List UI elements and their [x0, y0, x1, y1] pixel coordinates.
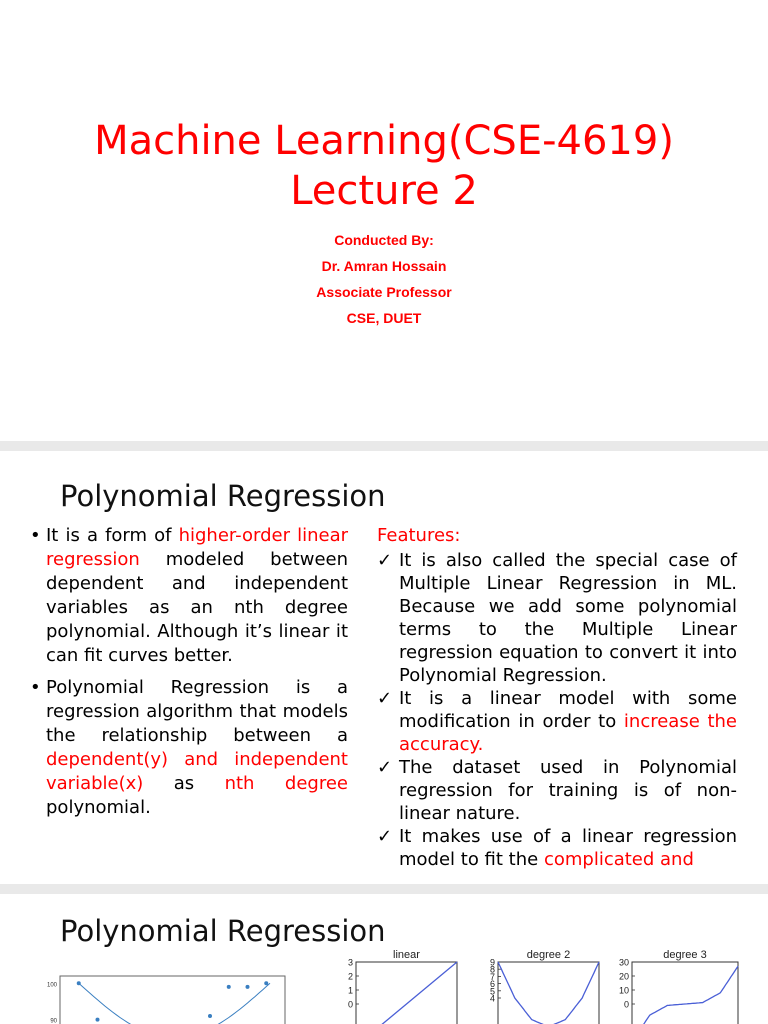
- y-tick-label: 1: [347, 985, 353, 996]
- feature-item: [377, 549, 737, 687]
- highlight-text: higher-order linear regression: [46, 525, 349, 570]
- features-heading: Features:: [377, 525, 461, 546]
- bullet-dot-icon: •: [30, 677, 41, 698]
- y-tick-label: 9: [489, 957, 495, 968]
- bullet-item: [30, 676, 348, 820]
- feature-text: It is also called the special case of Multiple Linear Regression in ML. Because we add some polynomial terms to the Multiple Linear regression equation to convert it into Polynomial Regression.: [399, 550, 737, 686]
- data-point: [227, 985, 231, 989]
- checkmark-icon: ✓: [377, 757, 393, 778]
- linear-fit-chart: [336, 950, 461, 1024]
- y-tick-label: 4: [489, 993, 495, 1004]
- y-tick-label: 100: [46, 982, 57, 989]
- y-tick-label: 0: [623, 999, 629, 1010]
- data-point: [264, 981, 268, 985]
- title-slide: [0, 0, 768, 441]
- charts-slide: [0, 894, 768, 1024]
- data-point: [77, 981, 81, 985]
- checkmark-icon: ✓: [377, 550, 393, 571]
- lecture-title-line1: Machine Learning(CSE-4619): [94, 118, 674, 164]
- y-tick-label: 2: [347, 971, 353, 982]
- y-tick-label: 6: [489, 979, 495, 990]
- feature-text: It is a linear model with some modification in order to: [399, 688, 737, 732]
- feature-item: [377, 756, 737, 825]
- feature-text: It makes use of a linear regression model to fit the: [399, 826, 737, 870]
- y-tick-label: 10: [618, 985, 629, 996]
- highlight-text: nth degree: [224, 773, 348, 794]
- bullet-text: as: [143, 773, 225, 794]
- instructor-position: Associate Professor: [316, 284, 452, 300]
- plot-frame: [356, 962, 457, 1024]
- degree3-fit-chart: [612, 950, 742, 1024]
- chart-title: degree 2: [526, 950, 571, 961]
- bullet-text: Polynomial Regression is a regression algorithm that models the relationship between a: [46, 677, 348, 746]
- y-tick-label: 7: [489, 971, 495, 982]
- y-tick-label: 20: [618, 971, 629, 982]
- degree2-fit-chart: [478, 950, 603, 1024]
- features-column: [377, 524, 737, 871]
- chart-title: degree 3: [663, 950, 707, 961]
- conducted-by-label: Conducted By:: [334, 232, 434, 248]
- slide-title: Polynomial Regression: [60, 479, 386, 513]
- feature-item: [377, 687, 737, 756]
- data-point: [208, 1014, 212, 1018]
- bullet-item: [30, 524, 348, 668]
- y-tick-label: 90: [50, 1018, 57, 1024]
- bullet-dot-icon: •: [30, 525, 41, 546]
- y-tick-label: 30: [618, 957, 629, 968]
- instructor-department: CSE, DUET: [346, 310, 422, 326]
- highlight-text: complicated and: [543, 849, 694, 870]
- content-slide: [0, 451, 768, 884]
- checkmark-icon: ✓: [377, 688, 393, 709]
- highlight-text: increase the accuracy.: [399, 711, 737, 755]
- y-tick-label: 3: [347, 957, 353, 968]
- y-tick-label: 5: [489, 986, 495, 997]
- data-point: [96, 1018, 100, 1022]
- feature-item: [377, 825, 737, 871]
- instructor-name: Dr. Amran Hossain: [321, 258, 447, 274]
- plot-frame: [632, 962, 738, 1024]
- chart-title: linear: [393, 950, 420, 961]
- y-tick-label: 0: [347, 999, 353, 1010]
- bullet-text: modeled between dependent and independent variables as an nth degree polynomial. Although it’s linear it can fit curves better.: [46, 549, 348, 666]
- checkmark-icon: ✓: [377, 826, 393, 847]
- bullet-text: polynomial.: [46, 797, 151, 818]
- scatter-fit-chart: [30, 970, 290, 1024]
- slide-title: Polynomial Regression: [60, 914, 386, 948]
- highlight-text: dependent(y) and independent variable(x): [46, 749, 348, 794]
- left-column: [30, 524, 348, 828]
- feature-text: The dataset used in Polynomial regression for training is of non-linear nature.: [399, 757, 737, 824]
- y-tick-label: 8: [489, 964, 495, 975]
- bullet-text: It is a form of: [46, 525, 179, 546]
- data-point: [246, 985, 250, 989]
- lecture-title-line2: Lecture 2: [290, 168, 478, 214]
